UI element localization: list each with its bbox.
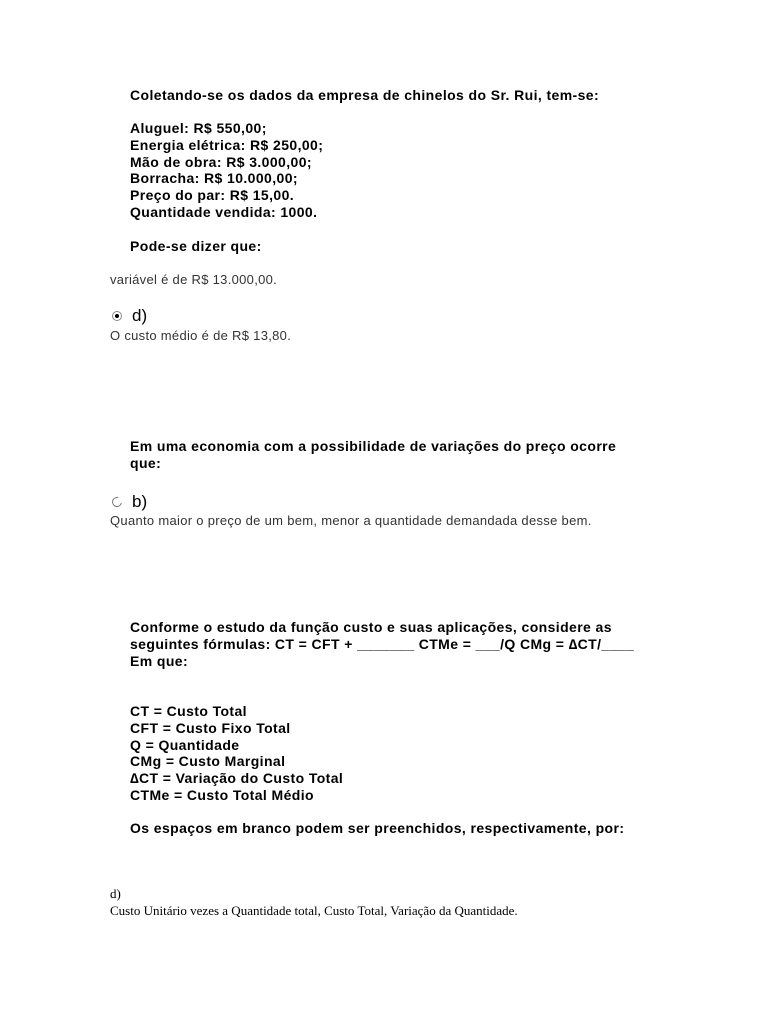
- q2-answer-text: Quanto maior o preço de um bem, menor a quantidade demandada desse bem.: [110, 513, 592, 528]
- q1-data-list: [130, 120, 323, 221]
- q1-option-letter: d): [132, 306, 148, 325]
- radio-selected-icon[interactable]: [112, 311, 122, 321]
- q2-option-letter: b): [132, 492, 148, 511]
- q1-data-line: Aluguel: R$ 550,00;: [130, 120, 267, 136]
- q2-prompt: [130, 438, 616, 472]
- q3-prompt: [130, 619, 634, 669]
- q2-prompt-line: que:: [130, 454, 162, 471]
- q1-data-line: Preço do par: R$ 15,00.: [130, 187, 295, 204]
- q1-partial-option: variável é de R$ 13.000,00.: [110, 272, 278, 287]
- q2-prompt-line: Em uma economia com a possibilidade de variações do preço ocorre: [130, 438, 617, 454]
- q3-definition: CTMe = Custo Total Médio: [130, 786, 314, 803]
- q3-definition: CT = Custo Total: [130, 703, 247, 719]
- q3-prompt-line: Em que:: [130, 652, 189, 669]
- q1-option-d[interactable]: [112, 306, 147, 326]
- q3-prompt-line: seguintes fórmulas: CT = CFT + _______ CTMe = ___/Q CMg = ∆CT/____: [130, 635, 635, 652]
- q1-prompt: Pode-se dizer que:: [130, 238, 262, 254]
- q3-answer-letter: d): [110, 886, 121, 901]
- q1-answer-text: O custo médio é de R$ 13,80.: [110, 328, 292, 343]
- q3-prompt-line: Conforme o estudo da função custo e suas aplicações, considere as: [130, 619, 612, 635]
- radio-unselected-icon[interactable]: [110, 495, 124, 509]
- q3-definition: CFT = Custo Fixo Total: [130, 719, 291, 736]
- q3-definition: ∆CT = Variação do Custo Total: [130, 770, 344, 787]
- q1-data-line: Mão de obra: R$ 3.000,00;: [130, 153, 312, 170]
- q3-answer-text: Custo Unitário vezes a Quantidade total, Custo Total, Variação da Quantidade.: [110, 903, 518, 918]
- q1-data-line: Borracha: R$ 10.000,00;: [130, 170, 298, 187]
- q3-definitions: [130, 703, 343, 804]
- q3-definition: CMg = Custo Marginal: [130, 753, 286, 770]
- q1-data-line: Quantidade vendida: 1000.: [130, 203, 318, 220]
- q2-option-b[interactable]: [112, 492, 147, 512]
- q3-definition: Q = Quantidade: [130, 736, 240, 753]
- q3-question: Os espaços em branco podem ser preenchidos, respectivamente, por:: [130, 820, 625, 836]
- q1-data-line: Energia elétrica: R$ 250,00;: [130, 136, 324, 153]
- q1-intro: Coletando-se os dados da empresa de chinelos do Sr. Rui, tem-se:: [130, 87, 600, 103]
